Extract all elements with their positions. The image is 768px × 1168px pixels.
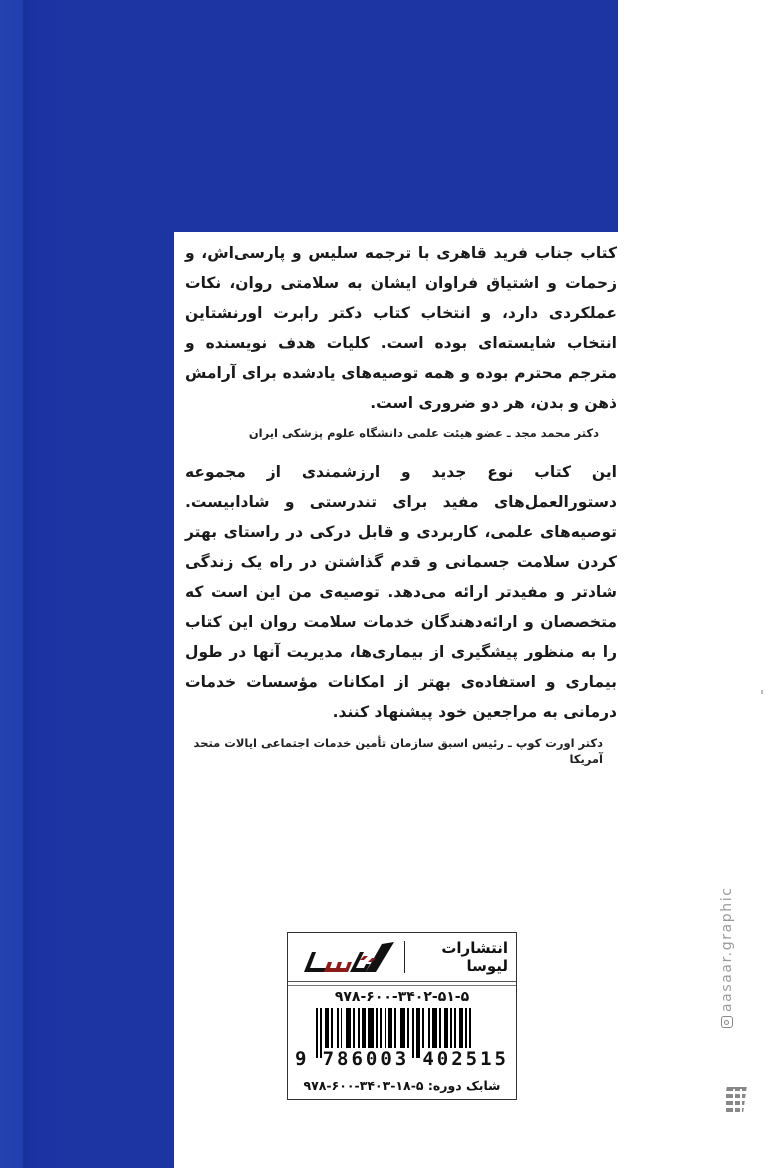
isbn-set-row bbox=[288, 1078, 516, 1093]
spine-shade bbox=[0, 0, 62, 1168]
barcode-digit-group-1: 786003 bbox=[322, 1048, 410, 1070]
barcode-digit-prefix: 9 bbox=[295, 1048, 310, 1070]
publisher-logo-icon bbox=[288, 940, 398, 974]
isbn-number: ۹۷۸-۶۰۰-۳۴۰۲-۵۱-۵ bbox=[334, 989, 470, 1005]
instagram-icon bbox=[721, 1016, 733, 1028]
publisher-row bbox=[288, 933, 516, 982]
isbn-set-label: شابک دوره: bbox=[427, 1078, 501, 1093]
cover-blue-top bbox=[0, 0, 618, 232]
barcode-digit-group-2: 402515 bbox=[422, 1048, 509, 1070]
endorsement-1-text: کتاب جناب فرید قاهری با ترجمه سلیس و پارسی‌اش، و زحمات و اشتیاق فراوان ایشان به سلامتی روان، نکات عملکردی دارد، و انتخاب کتاب دکتر رابرت اورنشتاین انتخاب شایسته‌ای بوده است. کلیات هدف نویسنده و مترجم محترم بوده و همه توصیه‌های یادشده برای آرامش ذهن و بدن، هر دو ضروری است. bbox=[185, 244, 617, 412]
endorsement-2-signature: دکتر اورت کوپ ـ رئیس اسبق سازمان تأمین خدمات اجتماعی ایالات متحد آمریکا bbox=[193, 736, 603, 766]
endorsement-2 bbox=[185, 457, 617, 767]
endorsement-1-signature: دکتر محمد مجد ـ عضو هیئت علمی دانشگاه علوم پزشکی ایران bbox=[248, 426, 599, 440]
publisher-name: انتشارات لیوسا bbox=[441, 939, 508, 975]
endorsement-1 bbox=[185, 238, 617, 441]
studio-logo-icon bbox=[726, 1085, 748, 1119]
watermark-text: aasaar.graphic bbox=[719, 886, 735, 1012]
print-speck bbox=[761, 690, 763, 694]
isbn-set-number: ۵-۱۸-۳۴۰۳-۶۰۰-۹۷۸ bbox=[303, 1078, 424, 1093]
endorsement-2-text: این کتاب نوع جدید و ارزشمندی از مجموعه دستورالعمل‌های مفید برای تندرستی و شادابیست. توصیه‌های علمی، کاربردی و قابل درکی در راستای بهتر کردن سلامت جسمانی و قدم گذاشتن در راه یک زندگی شادتر و مفیدتر ارائه می‌دهد. توصیه‌ی من این است که متخصصان و ارائه‌دهندگان خدمات سلامت روان این کتاب را به منظور پیشگیری از بیماری‌ها، مدیریت آنها در طول بیماری و استفاده‌ی بهتر از امکانات مؤسسات خدمات درمانی به مراجعین خود پیشنهاد کنند. bbox=[185, 463, 617, 721]
publisher-divider bbox=[404, 941, 405, 973]
isbn-box bbox=[287, 932, 517, 1100]
watermark bbox=[718, 878, 736, 1028]
barcode-digits bbox=[294, 1048, 510, 1070]
